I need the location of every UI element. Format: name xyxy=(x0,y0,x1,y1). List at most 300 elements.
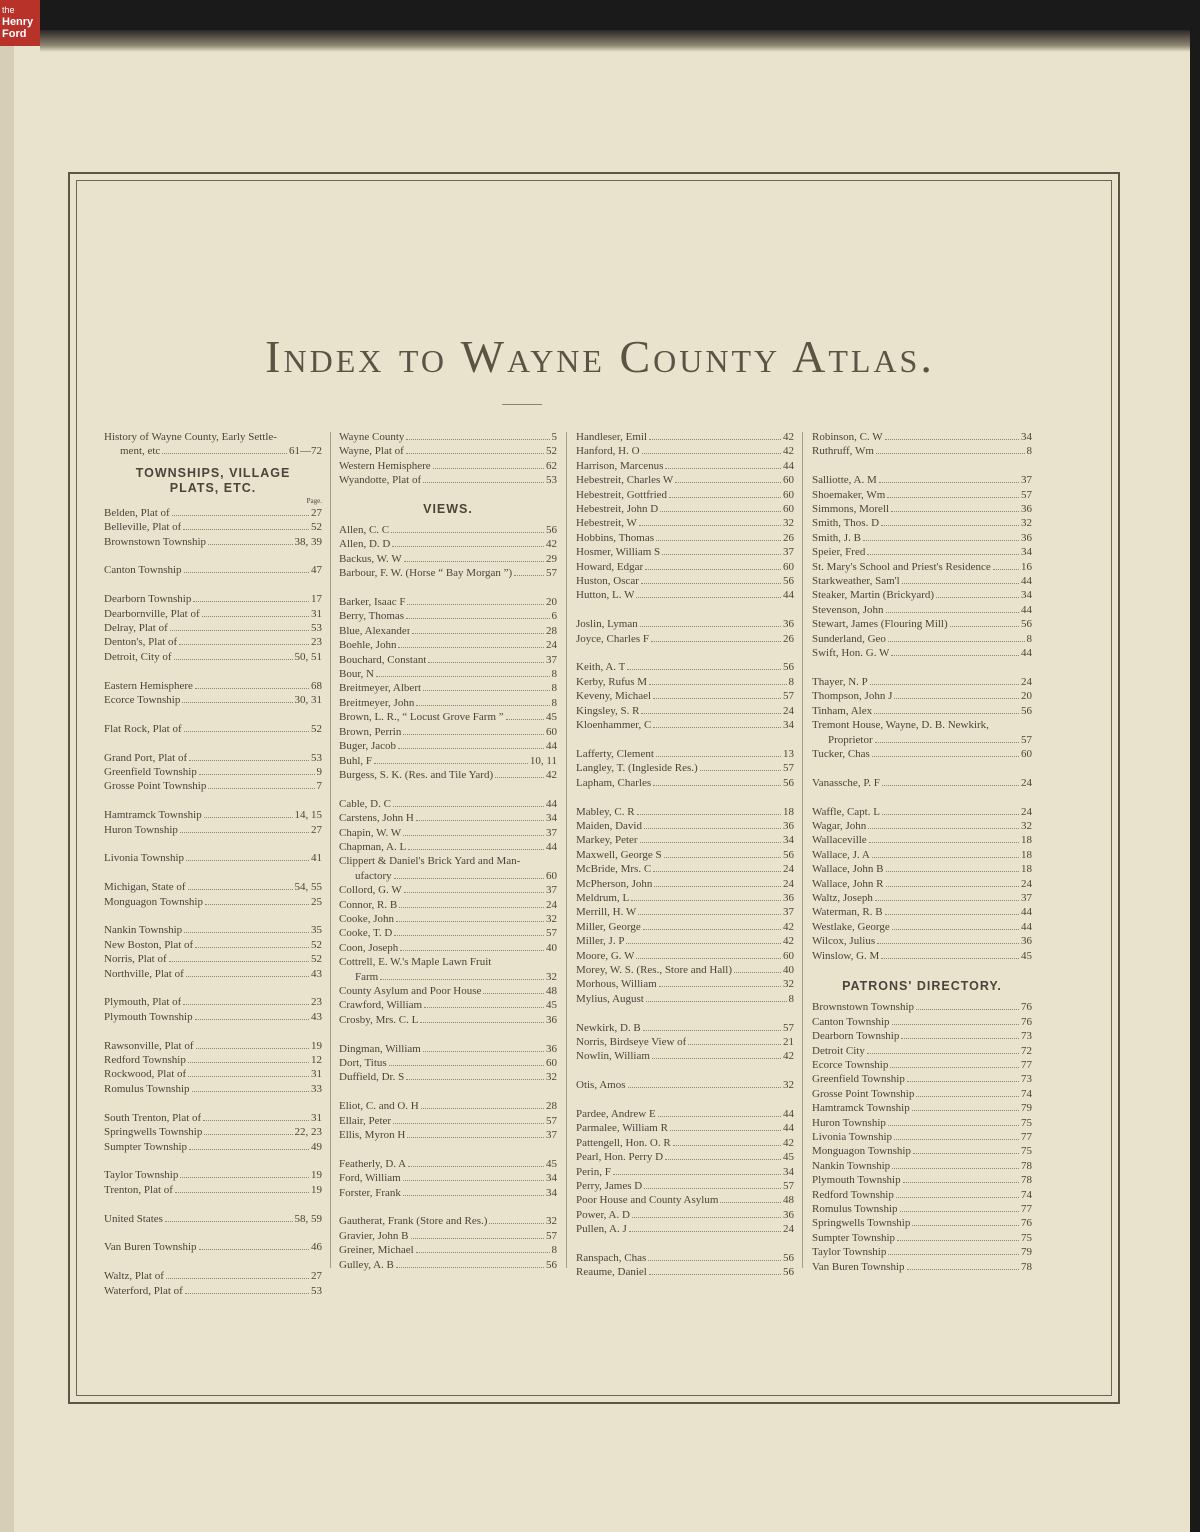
entry-page: 44 xyxy=(1021,906,1032,919)
index-entry xyxy=(812,1202,1032,1216)
entry-group xyxy=(104,1111,322,1154)
index-entry xyxy=(339,653,557,667)
logo-line: Ford xyxy=(2,28,27,40)
leader-dots xyxy=(433,468,544,469)
entry-name: Merrill, H. W xyxy=(576,906,637,919)
entry-name: Blue, Alexander xyxy=(339,624,411,637)
entry-page: 17 xyxy=(311,593,322,606)
leader-dots xyxy=(392,546,544,547)
entry-name: Waterford, Plat of xyxy=(104,1284,183,1297)
index-entry xyxy=(812,646,1032,660)
entry-name: Waltz, Plat of xyxy=(104,1270,164,1283)
entry-page: 20 xyxy=(1021,690,1032,703)
leader-dots xyxy=(376,676,549,677)
index-entry xyxy=(104,967,322,981)
entry-name: Breitmeyer, John xyxy=(339,696,415,709)
index-entry xyxy=(812,545,1032,559)
entry-page: 53 xyxy=(546,474,557,487)
leader-dots xyxy=(662,554,781,555)
entry-name: Clippert & Daniel's Brick Yard and Man- xyxy=(339,855,521,868)
entry-page: 57 xyxy=(546,1229,557,1242)
leader-dots xyxy=(412,633,544,634)
leader-dots xyxy=(665,1159,781,1160)
index-entry xyxy=(812,1130,1032,1144)
entry-name: Denton's, Plat of xyxy=(104,636,178,649)
entry-name: Kerby, Rufus M xyxy=(576,675,648,688)
index-entry xyxy=(576,488,794,502)
leader-dots xyxy=(641,583,781,584)
entry-name: Mabley, C. R xyxy=(576,805,635,818)
index-entry xyxy=(339,1229,557,1243)
entry-group xyxy=(576,617,794,646)
history-entry xyxy=(104,430,322,459)
leader-dots xyxy=(637,814,781,815)
index-entry xyxy=(576,1193,794,1207)
entry-page: 75 xyxy=(1021,1116,1032,1129)
entry-page: 37 xyxy=(546,1129,557,1142)
entry-name: History of Wayne County, Early Settle- xyxy=(104,431,277,443)
leader-dots xyxy=(907,1081,1019,1082)
entry-page: 20 xyxy=(546,596,557,609)
leader-dots xyxy=(907,1269,1019,1270)
entry-name: Moore, G. W xyxy=(576,949,635,962)
entry-page: 24 xyxy=(783,877,794,890)
entry-name: Livonia Township xyxy=(812,1131,892,1144)
leader-dots xyxy=(872,756,1019,757)
entry-page: 43 xyxy=(311,967,322,980)
entry-group xyxy=(104,808,322,837)
leader-dots xyxy=(631,900,781,901)
entry-name: Winslow, G. M xyxy=(812,949,880,962)
index-entry xyxy=(104,1039,322,1053)
index-entry xyxy=(576,905,794,919)
entry-page: 32 xyxy=(546,912,557,925)
leader-dots xyxy=(398,647,544,648)
entry-page: 53 xyxy=(311,622,322,635)
leader-dots xyxy=(406,1079,544,1080)
entry-page: 23 xyxy=(311,996,322,1009)
leader-dots xyxy=(900,1211,1019,1212)
entry-name: Langley, T. (Ingleside Res.) xyxy=(576,762,698,775)
entry-name: Breitmeyer, Albert xyxy=(339,682,422,695)
index-entry xyxy=(339,826,557,840)
index-entry xyxy=(104,722,322,736)
entry-name: Harrison, Marcenus xyxy=(576,459,664,472)
logo-line: the xyxy=(2,5,15,15)
index-entry xyxy=(104,1053,322,1067)
leader-dots xyxy=(886,612,1020,613)
entry-name: Waterman, R. B xyxy=(812,906,883,919)
index-entry xyxy=(812,747,1032,761)
entry-page: 42 xyxy=(783,935,794,948)
leader-dots xyxy=(643,929,781,930)
entry-name: Barker, Isaac F xyxy=(339,596,406,609)
index-entry xyxy=(576,761,794,775)
index-entry xyxy=(339,609,557,623)
entry-name: Nankin Township xyxy=(104,924,183,937)
entry-name: Hamtramck Township xyxy=(104,809,202,822)
entry-name: Carstens, John H xyxy=(339,812,414,825)
entry-continued xyxy=(812,733,1032,747)
leader-dots xyxy=(423,1051,544,1052)
entry-group xyxy=(104,506,322,549)
entry-name: Smith, J. B xyxy=(812,531,861,544)
index-entry xyxy=(339,595,557,609)
leader-dots xyxy=(184,932,309,933)
entry-page: 60 xyxy=(783,488,794,501)
entry-page: 74 xyxy=(1021,1087,1032,1100)
leader-dots xyxy=(204,817,293,818)
entry-continued xyxy=(339,869,557,883)
index-entry xyxy=(104,535,322,549)
leader-dots xyxy=(875,742,1019,743)
leader-dots xyxy=(651,641,781,642)
entry-page: 24 xyxy=(546,898,557,911)
entry-page: 18 xyxy=(1021,834,1032,847)
entry-page: 58, 59 xyxy=(294,1212,322,1225)
entry-name: Kloenhammer, C xyxy=(576,719,652,732)
entry-name: Buhl, F xyxy=(339,754,373,767)
leader-dots xyxy=(644,828,781,829)
entry-name: Canton Township xyxy=(104,564,182,577)
leader-dots xyxy=(867,1053,1019,1054)
leader-dots xyxy=(656,756,781,757)
leader-dots xyxy=(204,1134,292,1135)
entry-name: Gulley, A. B xyxy=(339,1258,394,1271)
index-entry xyxy=(812,516,1032,530)
index-entry xyxy=(104,1082,322,1096)
entry-continued xyxy=(104,444,322,458)
entry-name: Livonia Township xyxy=(104,852,184,865)
leader-dots xyxy=(646,1001,787,1002)
index-entry xyxy=(104,520,322,534)
leader-dots xyxy=(882,785,1019,786)
leader-dots xyxy=(877,943,1019,944)
leader-dots xyxy=(656,540,781,541)
index-entry xyxy=(812,891,1032,905)
entry-name: Monguagon Township xyxy=(812,1145,911,1158)
entry-page: 56 xyxy=(546,524,557,537)
index-entry xyxy=(576,560,794,574)
entry-page: 37 xyxy=(783,906,794,919)
entry-page: 56 xyxy=(1021,618,1032,631)
entry-name: Hebestreit, W xyxy=(576,517,637,530)
index-entry xyxy=(104,952,322,966)
entry-group xyxy=(812,1000,1032,1274)
entry-group xyxy=(339,523,557,581)
entry-name: Parmalee, William R xyxy=(576,1122,668,1135)
index-entry xyxy=(576,1150,794,1164)
index-entry xyxy=(576,516,794,530)
entry-name: Plymouth Township xyxy=(104,1010,193,1023)
entry-page: 52 xyxy=(546,445,557,458)
leader-dots xyxy=(195,688,309,689)
entry-page: 28 xyxy=(546,1100,557,1113)
entry-page: 42 xyxy=(783,1050,794,1063)
entry-page: 18 xyxy=(1021,848,1032,861)
entry-name: Kingsley, S. R xyxy=(576,704,640,717)
entry-page: 14, 15 xyxy=(294,809,322,822)
entry-page: 44 xyxy=(546,797,557,810)
entry-page: 37 xyxy=(1021,474,1032,487)
entry-page: 46 xyxy=(311,1241,322,1254)
entry-page: 27 xyxy=(311,506,322,519)
index-entry xyxy=(812,1116,1032,1130)
leader-dots xyxy=(199,1249,309,1250)
leader-dots xyxy=(912,1225,1019,1226)
entry-page: 40 xyxy=(546,941,557,954)
entry-group xyxy=(339,883,557,955)
entry-name: Lafferty, Clement xyxy=(576,747,654,760)
entry-page: 24 xyxy=(546,639,557,652)
entry-group xyxy=(104,880,322,909)
index-entry xyxy=(812,603,1032,617)
leader-dots xyxy=(720,1202,781,1203)
leader-dots xyxy=(184,572,309,573)
entry-page: 56 xyxy=(783,848,794,861)
leader-dots xyxy=(407,1137,544,1138)
leader-dots xyxy=(638,914,781,915)
index-entry xyxy=(812,1231,1032,1245)
entry-name: ufactory xyxy=(355,869,392,882)
index-entry xyxy=(339,725,557,739)
leader-dots xyxy=(182,702,292,703)
entry-name: Hebestreit, Charles W xyxy=(576,474,674,487)
entry-page: 42 xyxy=(783,431,794,443)
entry-page: 45 xyxy=(1021,949,1032,962)
index-entry xyxy=(812,776,1032,790)
index-entry xyxy=(339,681,557,695)
index-entry xyxy=(576,617,794,631)
leader-dots xyxy=(874,713,1019,714)
index-entry xyxy=(339,768,557,782)
entry-name: Greiner, Michael xyxy=(339,1244,414,1257)
entry-name: Miller, J. P xyxy=(576,935,625,948)
leader-dots xyxy=(886,886,1019,887)
leader-dots xyxy=(186,860,309,861)
entry-page: 25 xyxy=(311,895,322,908)
index-entry xyxy=(812,689,1032,703)
leader-dots xyxy=(514,575,544,576)
entry-page: 57 xyxy=(783,690,794,703)
entry-name: Westlake, George xyxy=(812,920,890,933)
entry-name: Redford Township xyxy=(104,1054,186,1067)
index-entry xyxy=(339,537,557,551)
index-entry xyxy=(104,823,322,837)
leader-dots xyxy=(643,1030,781,1031)
leader-dots xyxy=(882,814,1019,815)
entry-page: 26 xyxy=(783,632,794,645)
entry-name: Dearborn Township xyxy=(812,1030,900,1043)
index-entry xyxy=(576,1035,794,1049)
entry-name: Grosse Point Township xyxy=(812,1087,915,1100)
entry-name: Speier, Fred xyxy=(812,546,866,559)
index-entry xyxy=(812,877,1032,891)
index-entry xyxy=(104,1284,322,1298)
entry-page: 57 xyxy=(546,927,557,940)
entry-page: 53 xyxy=(311,1284,322,1297)
entry-page: 42 xyxy=(783,920,794,933)
entry-group xyxy=(576,1021,794,1064)
title-rule xyxy=(502,404,542,405)
index-entry xyxy=(576,430,794,444)
entry-name: Morey, W. S. (Res., Store and Hall) xyxy=(576,963,733,976)
entry-page: 77 xyxy=(1021,1203,1032,1216)
index-entry xyxy=(339,667,557,681)
entry-name: Ruthruff, Wm xyxy=(812,445,874,458)
leader-dots xyxy=(613,1174,781,1175)
entry-page: 57 xyxy=(546,567,557,580)
index-entry xyxy=(812,1000,1032,1014)
entry-page: 56 xyxy=(546,1258,557,1271)
index-entry xyxy=(576,689,794,703)
entry-page: 31 xyxy=(311,1068,322,1081)
index-entry xyxy=(339,1056,557,1070)
leader-dots xyxy=(396,1267,544,1268)
entry-name: Sumpter Township xyxy=(812,1231,896,1244)
entry-page: 33 xyxy=(311,1082,322,1095)
townships-list xyxy=(104,506,322,1298)
index-entry xyxy=(339,998,557,1012)
index-entry xyxy=(339,1128,557,1142)
entry-page: 49 xyxy=(311,1140,322,1153)
leader-dots xyxy=(640,842,781,843)
column-divider xyxy=(802,432,803,1268)
index-entry xyxy=(812,617,1032,631)
leader-dots xyxy=(188,889,293,890)
entry-group xyxy=(576,1078,794,1092)
entry-name: Forster, Frank xyxy=(339,1186,401,1199)
leader-dots xyxy=(205,904,309,905)
entry-page: 60 xyxy=(546,869,557,882)
leader-dots xyxy=(489,1223,544,1224)
entry-page: 60 xyxy=(783,560,794,573)
index-entry xyxy=(812,574,1032,588)
entry-name: Crawford, William xyxy=(339,999,423,1012)
index-entry xyxy=(339,1186,557,1200)
entry-page: 52 xyxy=(311,938,322,951)
entry-name: United States xyxy=(104,1212,163,1225)
entry-page: 52 xyxy=(311,722,322,735)
leader-dots xyxy=(653,727,781,728)
index-entry xyxy=(104,592,322,606)
entry-page: 10, 11 xyxy=(529,754,557,767)
entry-page: 57 xyxy=(1021,488,1032,501)
entry-page: 32 xyxy=(546,970,557,983)
entry-name: Delray, Plat of xyxy=(104,622,168,635)
entry-name: Duffield, Dr. S xyxy=(339,1071,405,1084)
entry-continued xyxy=(339,970,557,984)
leader-dots xyxy=(404,561,544,562)
entry-name: Huston, Oscar xyxy=(576,575,639,588)
entry-name: Dearborn Township xyxy=(104,593,192,606)
index-entry xyxy=(339,1258,557,1272)
entry-group xyxy=(576,1251,794,1280)
leader-dots xyxy=(374,763,528,764)
entry-page: 42 xyxy=(783,445,794,458)
leader-dots xyxy=(658,1116,781,1117)
leader-dots xyxy=(195,1019,309,1020)
leader-dots xyxy=(407,604,544,605)
entry-name: Huron Township xyxy=(812,1116,886,1129)
entry-page: 57 xyxy=(1021,733,1032,746)
entry-page: 34 xyxy=(783,1165,794,1178)
index-entry xyxy=(576,502,794,516)
entry-name: Maxwell, George S xyxy=(576,848,662,861)
entry-name: Belleville, Plat of xyxy=(104,521,182,534)
index-entry xyxy=(812,1188,1032,1202)
leader-dots xyxy=(628,1087,781,1088)
entry-page: 27 xyxy=(311,1270,322,1283)
index-entry xyxy=(812,1101,1032,1115)
entry-name: Bouchard, Constant xyxy=(339,653,427,666)
index-entry xyxy=(104,635,322,649)
entry-page: 41 xyxy=(311,852,322,865)
entry-name: Norris, Plat of xyxy=(104,953,167,966)
leader-dots xyxy=(403,1195,544,1196)
leader-dots xyxy=(879,482,1019,483)
index-entry xyxy=(576,747,794,761)
leader-dots xyxy=(188,1062,309,1063)
entry-name: Rockwood, Plat of xyxy=(104,1068,187,1081)
entry-page: 44 xyxy=(546,740,557,753)
entry-page: 36 xyxy=(546,1013,557,1026)
entry-page: 52 xyxy=(311,521,322,534)
index-entry xyxy=(339,696,557,710)
entry-group xyxy=(576,747,794,790)
index-entry xyxy=(576,848,794,862)
index-entry xyxy=(339,1042,557,1056)
index-entry xyxy=(576,444,794,458)
entry-name: Redford Township xyxy=(812,1188,894,1201)
leader-dots xyxy=(627,669,781,670)
leader-dots xyxy=(199,774,315,775)
entry-page: 60 xyxy=(783,503,794,516)
index-entry xyxy=(812,430,1032,444)
entry-name: Hebestreit, John D xyxy=(576,503,659,516)
entry-page: 52 xyxy=(311,953,322,966)
entry-page: 8 xyxy=(551,696,557,709)
leader-dots xyxy=(506,719,544,720)
leader-dots xyxy=(916,1096,1019,1097)
index-entry xyxy=(812,1159,1032,1173)
entry-group xyxy=(104,1168,322,1197)
henry-ford-logo xyxy=(0,0,40,46)
entry-name: Lapham, Charles xyxy=(576,776,652,789)
entry-name: Pullen, A. J xyxy=(576,1223,627,1236)
entry-name: Bour, N xyxy=(339,668,375,681)
leader-dots xyxy=(411,1238,544,1239)
entry-page: 23 xyxy=(311,636,322,649)
leader-dots xyxy=(660,511,781,512)
leader-dots xyxy=(184,731,309,732)
entry-name: Taylor Township xyxy=(812,1246,887,1259)
leader-dots xyxy=(897,1240,1019,1241)
index-entry xyxy=(576,1136,794,1150)
index-entry xyxy=(104,563,322,577)
leader-dots xyxy=(495,777,544,778)
entry-name: Miller, George xyxy=(576,920,641,933)
entry-name: Newkirk, D. B xyxy=(576,1021,641,1034)
entry-name: Wagar, John xyxy=(812,819,867,832)
entry-page: 37 xyxy=(546,884,557,897)
entry-group xyxy=(339,1099,557,1142)
entry-page: 34 xyxy=(783,719,794,732)
entry-page: 8 xyxy=(788,992,794,1005)
leader-dots xyxy=(888,1254,1019,1255)
entry-name: Markey, Peter xyxy=(576,834,638,847)
leader-dots xyxy=(208,788,314,789)
